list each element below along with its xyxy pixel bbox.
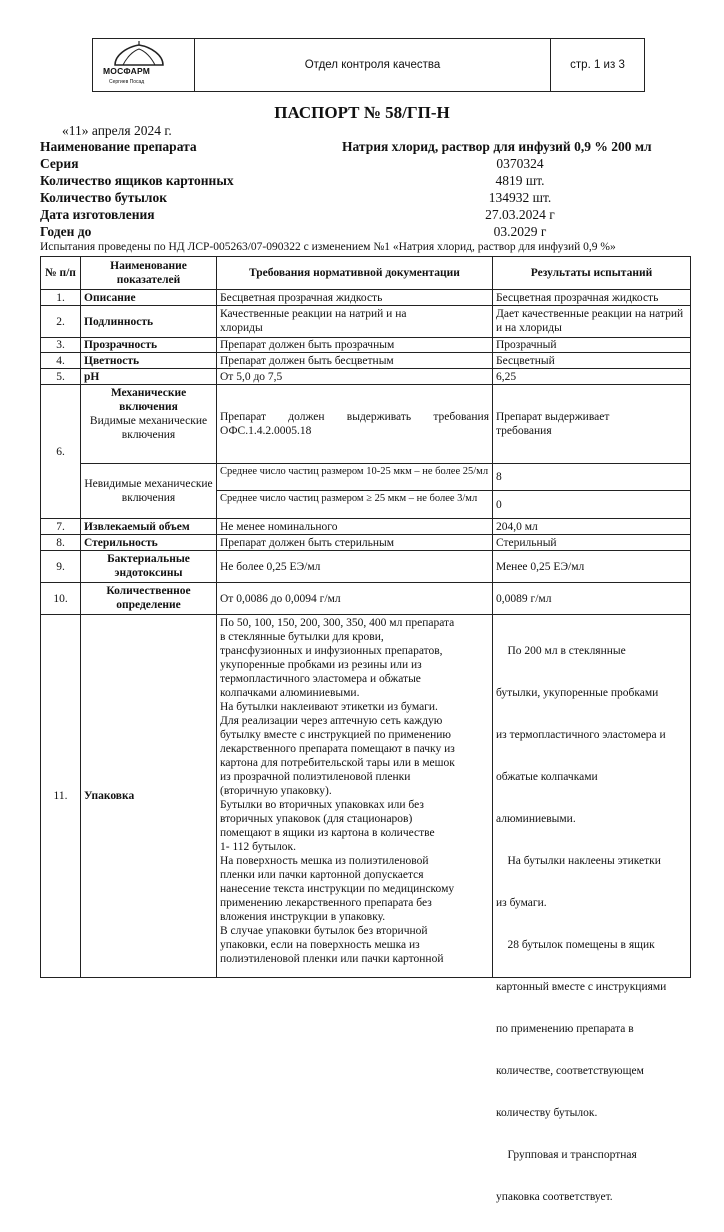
row-requirement: Качественные реакции на натрий и на хлориды bbox=[216, 305, 493, 338]
col-header-name: Наименование показателей bbox=[80, 256, 217, 290]
requirement-line: бутылку вместе с инструкцией по применению bbox=[220, 729, 452, 741]
requirement-line: пленки или пачки картонной допускается bbox=[220, 869, 424, 881]
document-header bbox=[92, 38, 645, 92]
row-result bbox=[492, 550, 691, 583]
result-line: из бумаги. bbox=[496, 897, 547, 909]
requirement-line: в стеклянные бутылки для крови, bbox=[220, 631, 384, 643]
logo-subtext: Сергиев Посад bbox=[109, 79, 145, 85]
row-subname-text: Невидимые механические включения bbox=[84, 478, 213, 504]
passport-title: ПАСПОРТ № 58/ГП-Н bbox=[274, 103, 450, 122]
row-requirement bbox=[216, 582, 493, 615]
result-line: по применению препарата в bbox=[496, 1023, 634, 1035]
result-line: алюминиевыми. bbox=[496, 813, 576, 825]
row-result-text: Менее 0,25 ЕЭ/мл bbox=[496, 560, 585, 573]
result-line: По 200 мл в стеклянные bbox=[496, 645, 626, 657]
result-line: картонный вместе с инструкциями bbox=[496, 981, 667, 993]
row-name-text: Подлинность bbox=[84, 315, 154, 328]
meta-label: Наименование препарата bbox=[40, 139, 197, 154]
requirement-line: На поверхность мешка из полиэтиленовой bbox=[220, 855, 429, 867]
result-line: бутылки, укупоренные пробками bbox=[496, 687, 659, 699]
row-number: 5. bbox=[40, 368, 81, 385]
meta-value: 0370324 bbox=[496, 156, 544, 171]
result-line: из термопластичного эластомера и bbox=[496, 729, 666, 741]
row-name: Прозрачность bbox=[80, 337, 217, 353]
meta-value: 134932 шт. bbox=[488, 190, 552, 205]
row-result-text: 0,0089 г/мл bbox=[496, 592, 552, 605]
meta-label: Серия bbox=[40, 156, 79, 171]
meta-label: Дата изготовления bbox=[40, 207, 155, 222]
result-line: Групповая и транспортная bbox=[496, 1149, 637, 1161]
logo-text: МОСФАРМ bbox=[103, 66, 151, 76]
row-number: 3. bbox=[40, 337, 81, 353]
row-requirement: Препарат должен быть стерильным bbox=[216, 534, 493, 551]
requirement-line: полиэтиленовой пленки или пачки картонной bbox=[220, 953, 444, 965]
requirement-line: картона для потребительской тары или в мешок bbox=[220, 757, 455, 769]
requirement-line: 1- 112 бутылок. bbox=[220, 841, 297, 853]
issue-date: «11» апреля 2024 г. bbox=[62, 123, 172, 138]
requirement-line: термопластичного эластомера и обжатые bbox=[220, 673, 421, 685]
row-name bbox=[80, 614, 217, 978]
row-number: 2. bbox=[40, 305, 81, 338]
row-result: 6,25 bbox=[492, 368, 691, 385]
row-result: Дает качественные реакции на натрий и на хлориды bbox=[492, 305, 691, 338]
meta-value-product: Натрия хлорид, раствор для инфузий 0,9 % 200 мл bbox=[342, 139, 652, 154]
tests-note: Испытания проведены по НД ЛСР-005263/07-090322 с изменением №1 «Натрия хлорид, раствор для инфузий 0,9 %» bbox=[40, 241, 616, 253]
col-header-number: № п/п bbox=[40, 256, 81, 290]
row-requirement: От 5,0 до 7,5 bbox=[216, 368, 493, 385]
requirement-line: помещают в ящики из картона в количестве bbox=[220, 827, 435, 839]
result-line: 28 бутылок помещены в ящик bbox=[496, 939, 655, 951]
row-result bbox=[492, 614, 691, 1203]
row-name-text: Упаковка bbox=[84, 790, 135, 802]
row-requirement-text: Не более 0,25 ЕЭ/мл bbox=[220, 560, 321, 573]
row-result: Прозрачный bbox=[492, 337, 691, 353]
requirement-line: вторичных упаковок (для стационаров) bbox=[220, 813, 413, 825]
row-number: 9. bbox=[40, 550, 81, 583]
row-number: 8. bbox=[40, 534, 81, 551]
row-name: pH bbox=[80, 368, 217, 385]
row-name: Извлекаемый объем bbox=[80, 518, 217, 535]
requirement-line: По 50, 100, 150, 200, 300, 350, 400 мл препарата bbox=[220, 617, 455, 629]
row-result bbox=[492, 582, 691, 615]
row-number: 4. bbox=[40, 352, 81, 369]
row-requirement-text: Препарат должен выдерживать требования ОФС.1.4.2.0005.18 bbox=[220, 411, 489, 437]
requirement-line: нанесение текста инструкции по медицинскому bbox=[220, 883, 455, 895]
row-requirement: Не менее номинального bbox=[216, 518, 493, 535]
meta-label: Количество ящиков картонных bbox=[40, 173, 234, 188]
requirement-line: (вторичную упаковку). bbox=[220, 785, 332, 797]
row-result: Бесцветный bbox=[492, 352, 691, 369]
row-name: Количественное определение bbox=[80, 582, 217, 615]
row-name: Стерильность bbox=[80, 534, 217, 551]
meta-label: Годен до bbox=[40, 224, 92, 239]
row-name-text: Механические включения bbox=[110, 387, 187, 413]
row-subname: Видимые механические включения bbox=[89, 415, 208, 441]
requirement-line: На бутылки наклеивают этикетки из бумаги. bbox=[220, 701, 438, 713]
row-name: Цветность bbox=[80, 352, 217, 369]
row-result bbox=[492, 384, 691, 464]
row-result: Стерильный bbox=[492, 534, 691, 551]
row-name bbox=[80, 384, 217, 464]
row-number: 10. bbox=[40, 582, 81, 615]
requirement-line: применению лекарственного препарата без bbox=[220, 897, 432, 909]
row-requirement: Препарат должен быть бесцветным bbox=[216, 352, 493, 369]
row-subname bbox=[80, 463, 217, 519]
requirement-line: упаковки, если на поверхность мешка из bbox=[220, 939, 420, 951]
row-result: Бесцветная прозрачная жидкость bbox=[492, 289, 691, 306]
result-line: На бутылки наклеены этикетки bbox=[496, 855, 661, 867]
row-requirement: Бесцветная прозрачная жидкость bbox=[216, 289, 493, 306]
row-requirement bbox=[216, 550, 493, 583]
department-name: Отдел контроля качества bbox=[304, 59, 441, 71]
meta-value: 27.03.2024 г bbox=[485, 207, 555, 222]
page-number: стр. 1 из 3 bbox=[570, 59, 625, 71]
col-header-requirements: Требования нормативной документации bbox=[216, 256, 493, 290]
row-number: 1. bbox=[40, 289, 81, 306]
meta-value: 4819 шт. bbox=[495, 173, 545, 188]
row-result bbox=[492, 490, 691, 519]
row-name bbox=[80, 305, 217, 338]
row-result-text: Препарат выдерживает требования bbox=[496, 411, 610, 437]
row-requirement bbox=[216, 614, 493, 978]
row-result bbox=[492, 463, 691, 491]
row-result: 204,0 мл bbox=[492, 518, 691, 535]
row-name: Описание bbox=[80, 289, 217, 306]
row-requirement-text: От 0,0086 до 0,0094 г/мл bbox=[220, 592, 341, 605]
requirement-line: Для реализации через аптечную сеть каждую bbox=[220, 715, 443, 727]
result-line: количестве, соответствующем bbox=[496, 1065, 644, 1077]
row-number: 6. bbox=[40, 384, 81, 519]
result-line: количеству бутылок. bbox=[496, 1107, 598, 1119]
logo bbox=[93, 39, 195, 91]
row-result-text: 0 bbox=[496, 498, 502, 511]
requirement-line: лекарственного препарата помещают в пачку из bbox=[220, 743, 455, 755]
result-line: упаковка соответствует. bbox=[496, 1191, 613, 1203]
requirement-line: трансфузионных и инфузионных препаратов, bbox=[220, 645, 443, 657]
requirement-line: вложения инструкции в упаковку. bbox=[220, 911, 386, 923]
requirement-line: укупоренные пробками из резины или из bbox=[220, 659, 422, 671]
row-requirement bbox=[216, 384, 493, 464]
meta-label: Количество бутылок bbox=[40, 190, 168, 205]
col-header-results: Результаты испытаний bbox=[492, 256, 691, 290]
row-number: 7. bbox=[40, 518, 81, 535]
row-name: Бактериальные эндотоксины bbox=[80, 550, 217, 583]
requirement-line: из прозрачной полиэтиленовой пленки bbox=[220, 771, 411, 783]
meta-value: 03.2029 г bbox=[493, 224, 547, 239]
row-number: 11. bbox=[40, 614, 81, 978]
result-line: обжатые колпачками bbox=[496, 771, 598, 783]
row-requirement: Среднее число частиц размером 10-25 мкм – не более 25/мл bbox=[216, 463, 493, 491]
row-requirement: Среднее число частиц размером ≥ 25 мкм – не более 3/мл bbox=[216, 490, 493, 519]
requirement-line: колпачками алюминиевыми. bbox=[220, 687, 360, 699]
row-result-text: 8 bbox=[496, 471, 502, 483]
row-requirement: Препарат должен быть прозрачным bbox=[216, 337, 493, 353]
requirement-line: Бутылки во вторичных упаковках или без bbox=[220, 799, 424, 811]
requirement-line: В случае упаковки бутылок без вторичной bbox=[220, 925, 428, 937]
